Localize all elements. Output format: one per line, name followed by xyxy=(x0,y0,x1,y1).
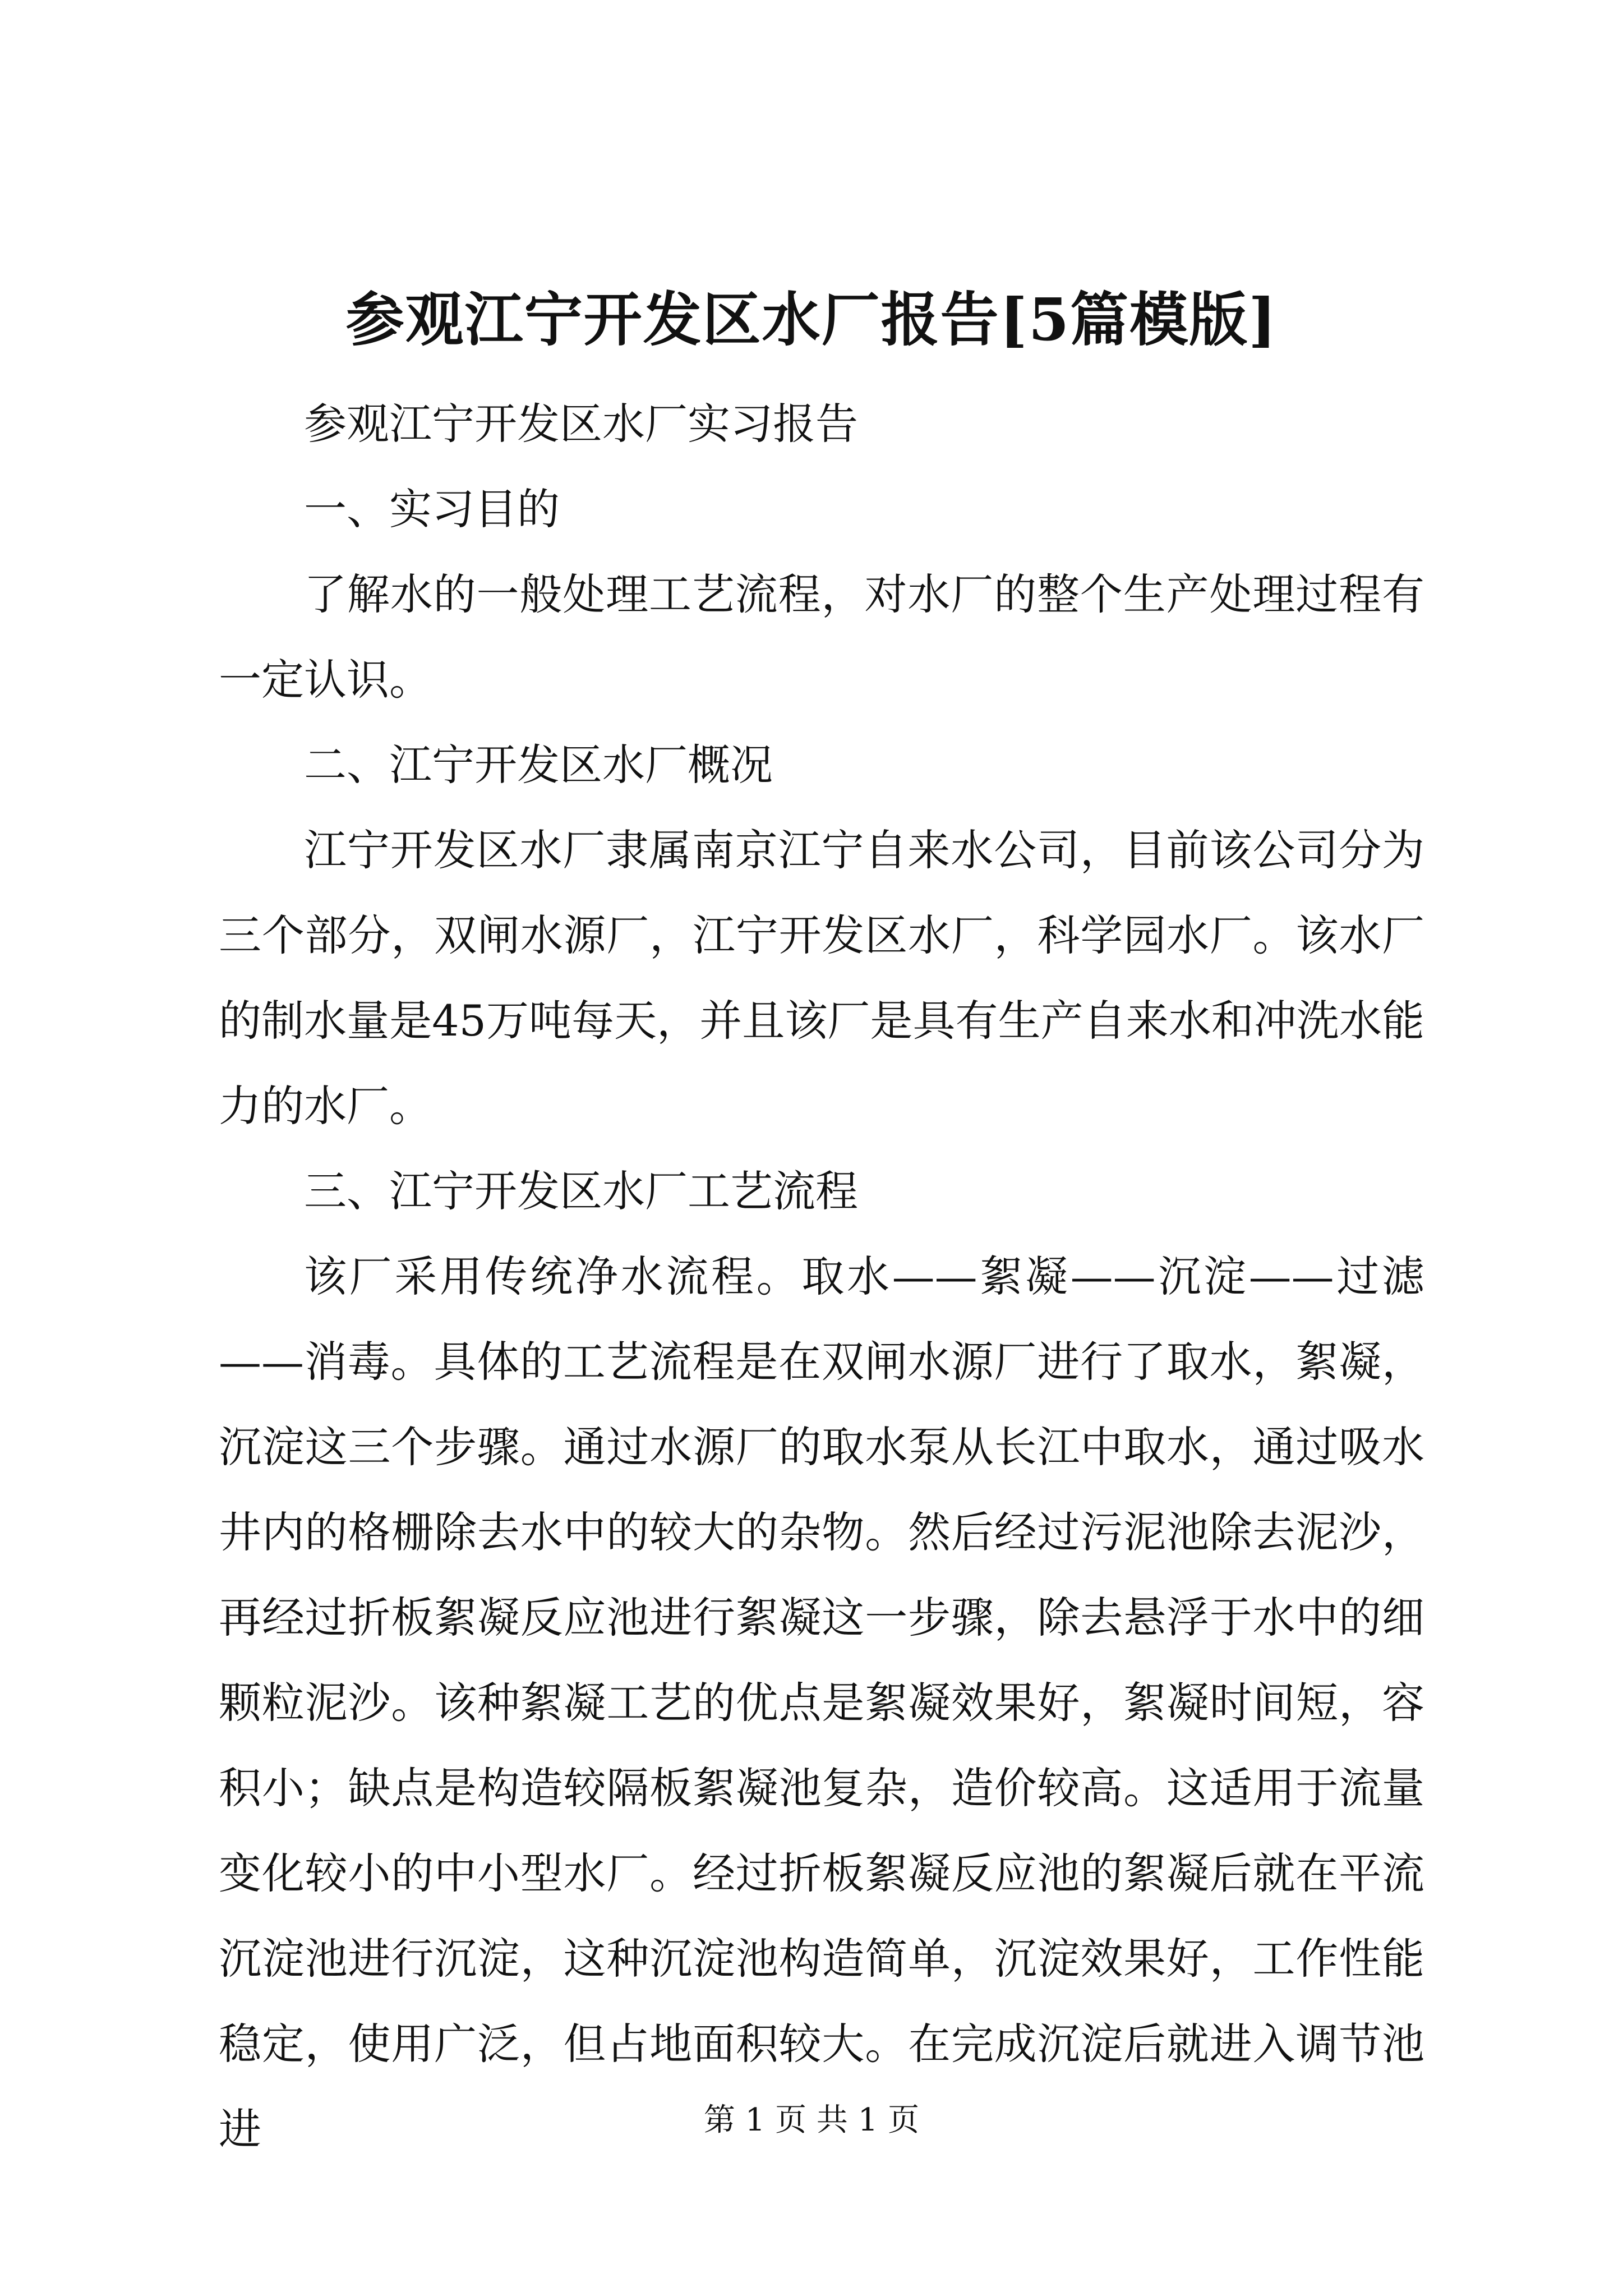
body-paragraph: 了解水的一般处理工艺流程，对水厂的整个生产处理过程有一定认识。 xyxy=(219,569,1424,705)
subtitle-paragraph: 参观江宁开发区水厂实习报告 xyxy=(304,399,858,449)
body-paragraph: 江宁开发区水厂隶属南京江宁自来水公司，目前该公司分为三个部分，双闸水源厂，江宁开发区水厂，科学园水厂。该水厂的制水量是45万吨每天，并且该厂是具有生产自来水和冲洗水能力的水厂。 xyxy=(219,825,1424,1131)
section-heading-purpose: 一、实习目的 xyxy=(304,484,560,534)
document-title: 参观江宁开发区水厂报告[5篇模版] xyxy=(345,285,1278,354)
document-body xyxy=(219,381,1424,2172)
section-heading-process: 三、江宁开发区水厂工艺流程 xyxy=(304,1166,858,1216)
section-heading-overview: 二、江宁开发区水厂概况 xyxy=(304,740,773,790)
body-paragraph: 该厂采用传统净水流程。取水——絮凝——沉淀——过滤——消毒。具体的工艺流程是在双闸水源厂进行了取水，絮凝，沉淀这三个步骤。通过水源厂的取水泵从长江中取水，通过吸水井内的格栅除去水中的较大的杂物。然后经过污泥池除去泥沙，再经过折板絮凝反应池进行絮凝这一步骤，除去悬浮于水中的细颗粒泥沙。该种絮凝工艺的优点是絮凝效果好，絮凝时间短，容积小；缺点是构造较隔板絮凝池复杂，造价较高。这适用于流量变化较小的中小型水厂。经过折板絮凝反应池的絮凝后就在平流沉淀池进行沉淀，这种沉淀池构造简单，沉淀效果好，工作性能稳定，使用广泛，但占地面积较大。在完成沉淀后就进入调节池进 xyxy=(219,1251,1424,2154)
page-footer: 第 1 页 共 1 页 xyxy=(703,2102,920,2138)
